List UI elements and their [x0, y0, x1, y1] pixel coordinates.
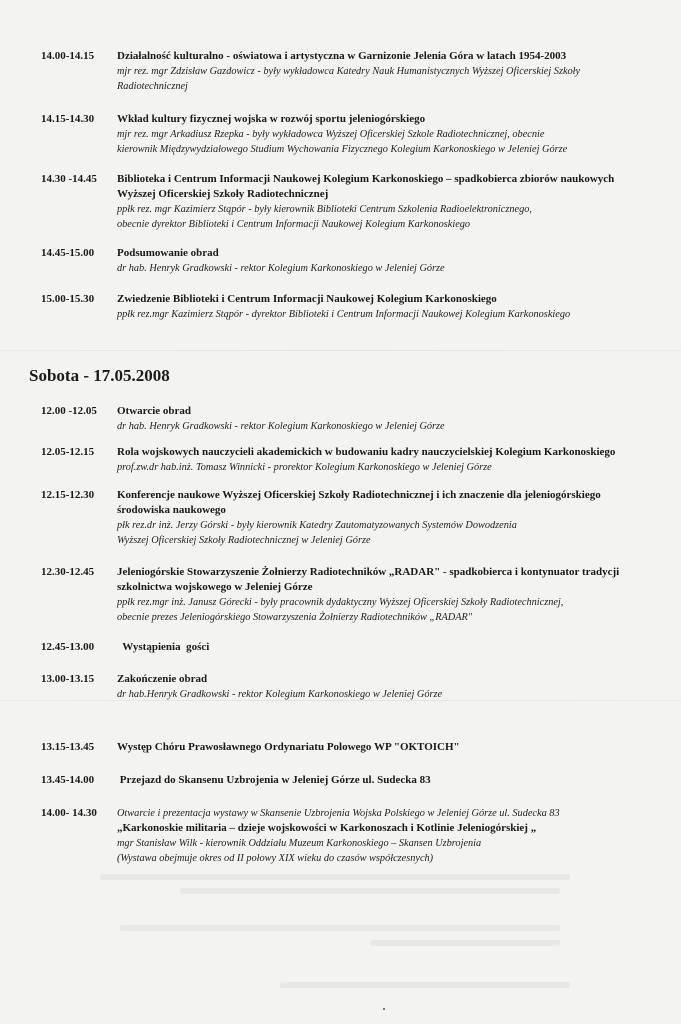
item-speaker: kierownik Międzywydziałowego Studium Wychowania Fizycznego Kolegium Karkonoskiego w Jeleniej Górze: [117, 144, 568, 155]
schedule-item: [41, 773, 661, 788]
item-speaker: mjr rez. mgr Zdzisław Gazdowicz - były wykładowca Katedry Nauk Humanistycznych Wyższej Oficerskiej Szkoły: [117, 66, 581, 77]
item-time: 14.30 -14.45: [41, 173, 97, 185]
bleed-through: [280, 982, 570, 988]
schedule-item: [41, 672, 661, 702]
item-title: Występ Chóru Prawosławnego Ordynariatu Polowego WP "OKTOICH": [117, 741, 460, 753]
schedule-item: [41, 172, 661, 232]
item-title: szkolnictwa wojskowego w Jeleniej Górze: [117, 581, 313, 593]
item-speaker: obecnie dyrektor Biblioteki i Centrum Informacji Naukowej Kolegium Karkonoskiego: [117, 219, 471, 230]
item-time: 12.05-12.15: [41, 446, 95, 458]
item-title: Jeleniogórskie Stowarzyszenie Żołnierzy Radiotechników „RADAR" - spadkobierca i kontynuator tradycji: [117, 566, 620, 578]
item-title: Zwiedzenie Biblioteki i Centrum Informacji Naukowej Kolegium Karkonoskiego: [117, 293, 497, 305]
item-time: 12.00 -12.05: [41, 405, 97, 417]
item-title: Rola wojskowych nauczycieli akademickich w budowaniu kadry nauczycielskiej Kolegium Karkonoskiego: [117, 446, 616, 458]
item-title: „Karkonoskie militaria – dzieje wojskowości w Karkonoszach i Kotlinie Jeleniogórskiej „: [117, 822, 537, 834]
item-time: 13.15-13.45: [41, 741, 95, 753]
schedule-item: [41, 445, 661, 475]
item-speaker: mgr Stanisław Wilk - kierownik Oddziału Muzeum Karkonoskiego – Skansen Uzbrojenia: [117, 838, 482, 849]
item-time: 14.15-14.30: [41, 113, 95, 125]
item-time: 14.00- 14.30: [41, 807, 97, 819]
schedule-item: [41, 565, 661, 625]
item-title: Podsumowanie obrad: [117, 247, 219, 259]
item-speaker: płk rez.dr inż. Jerzy Górski - były kierownik Katedry Zautomatyzowanych Systemów Dowodzenia: [117, 520, 517, 531]
item-speaker: dr hab. Henryk Gradkowski - rektor Kolegium Karkonoskiego w Jeleniej Górze: [117, 421, 445, 432]
schedule-item: [41, 740, 661, 755]
item-title: Przejazd do Skansenu Uzbrojenia w Jeleniej Górze ul. Sudecka 83: [117, 774, 431, 786]
item-time: 13.00-13.15: [41, 673, 95, 685]
item-speaker: ppłk rez. mgr Kazimierz Stąpór - były kierownik Biblioteki Centrum Szkolenia Radioelektronicznego,: [117, 204, 532, 215]
item-time: 13.45-14.00: [41, 774, 95, 786]
item-time: 12.30-12.45: [41, 566, 95, 578]
item-time: 15.00-15.30: [41, 293, 95, 305]
bleed-through: [100, 874, 570, 880]
item-title: Otwarcie obrad: [117, 405, 192, 417]
item-time: 12.15-12.30: [41, 489, 95, 501]
item-title: Działalność kulturalno - oświatowa i artystyczna w Garnizonie Jelenia Góra w latach 1954-2003: [117, 50, 567, 62]
item-speaker: (Wystawa obejmuje okres od II połowy XIX wieku do czasów współczesnych): [117, 853, 434, 864]
item-time: 14.00-14.15: [41, 50, 95, 62]
item-speaker: prof.zw.dr hab.inż. Tomasz Winnicki - prorektor Kolegium Karkonoskiego w Jeleniej Górze: [117, 462, 492, 473]
item-title: Wkład kultury fizycznej wojska w rozwój sportu jeleniogórskiego: [117, 113, 426, 125]
item-title: Wyższej Oficerskiej Szkoły Radiotechnicznej: [117, 188, 329, 200]
paper-fold-line: [0, 350, 681, 351]
day-heading: Sobota - 17.05.2008: [29, 366, 170, 385]
schedule-item: [41, 404, 661, 434]
item-title: Biblioteka i Centrum Informacji Naukowej Kolegium Karkonoskiego – spadkobierca zbiorów naukowych: [117, 173, 615, 185]
schedule-item: [41, 292, 661, 322]
schedule-item: [41, 246, 661, 276]
item-speaker: ppłk rez.mgr Kazimierz Stąpór - dyrektor Biblioteki i Centrum Informacji Naukowej Kolegium Karkonoskiego: [117, 309, 571, 320]
item-speaker: dr hab.Henryk Gradkowski - rektor Kolegium Karkonoskiego w Jeleniej Górze: [117, 689, 443, 700]
bleed-through: [120, 925, 560, 931]
bleed-through: [370, 940, 560, 946]
schedule-item: [41, 112, 661, 157]
schedule-item: [41, 640, 661, 655]
paper-speck: [383, 1008, 385, 1010]
item-title: Konferencje naukowe Wyższej Oficerskiej Szkoły Radiotechnicznej i ich znaczenie dla jeleniogórskiego: [117, 489, 601, 501]
schedule-item: [41, 806, 661, 866]
item-title: środowiska naukowego: [117, 504, 226, 516]
item-speaker: mjr rez. mgr Arkadiusz Rzepka - były wykładowca Wyższej Oficerskiej Szkole Radiotechnicznej, obecnie: [117, 129, 545, 140]
item-title: Wystąpienia gości: [117, 641, 210, 653]
item-speaker: Wyższej Oficerskiej Szkoły Radiotechnicznej w Jeleniej Górze: [117, 535, 371, 546]
item-time: 12.45-13.00: [41, 641, 95, 653]
item-speaker: obecnie prezes Jeleniogórskiego Stowarzyszenia Żołnierzy Radiotechników „RADAR": [117, 612, 473, 623]
item-time: 14.45-15.00: [41, 247, 95, 259]
item-lead-line: Otwarcie i prezentacja wystawy w Skansenie Uzbrojenia Wojska Polskiego w Jeleniej Górze ul. Sudecka 83: [117, 808, 560, 819]
bleed-through: [180, 888, 560, 894]
item-speaker: ppłk rez.mgr inż. Janusz Górecki - były pracownik dydaktyczny Wyższej Oficerskiej Szkoły Radiotechnicznej,: [117, 597, 564, 608]
item-speaker: dr hab. Henryk Gradkowski - rektor Kolegium Karkonoskiego w Jeleniej Górze: [117, 263, 445, 274]
item-speaker: Radiotechnicznej: [117, 81, 188, 92]
schedule-item: [41, 488, 661, 548]
schedule-item: [41, 49, 661, 94]
item-title: Zakończenie obrad: [117, 673, 208, 685]
